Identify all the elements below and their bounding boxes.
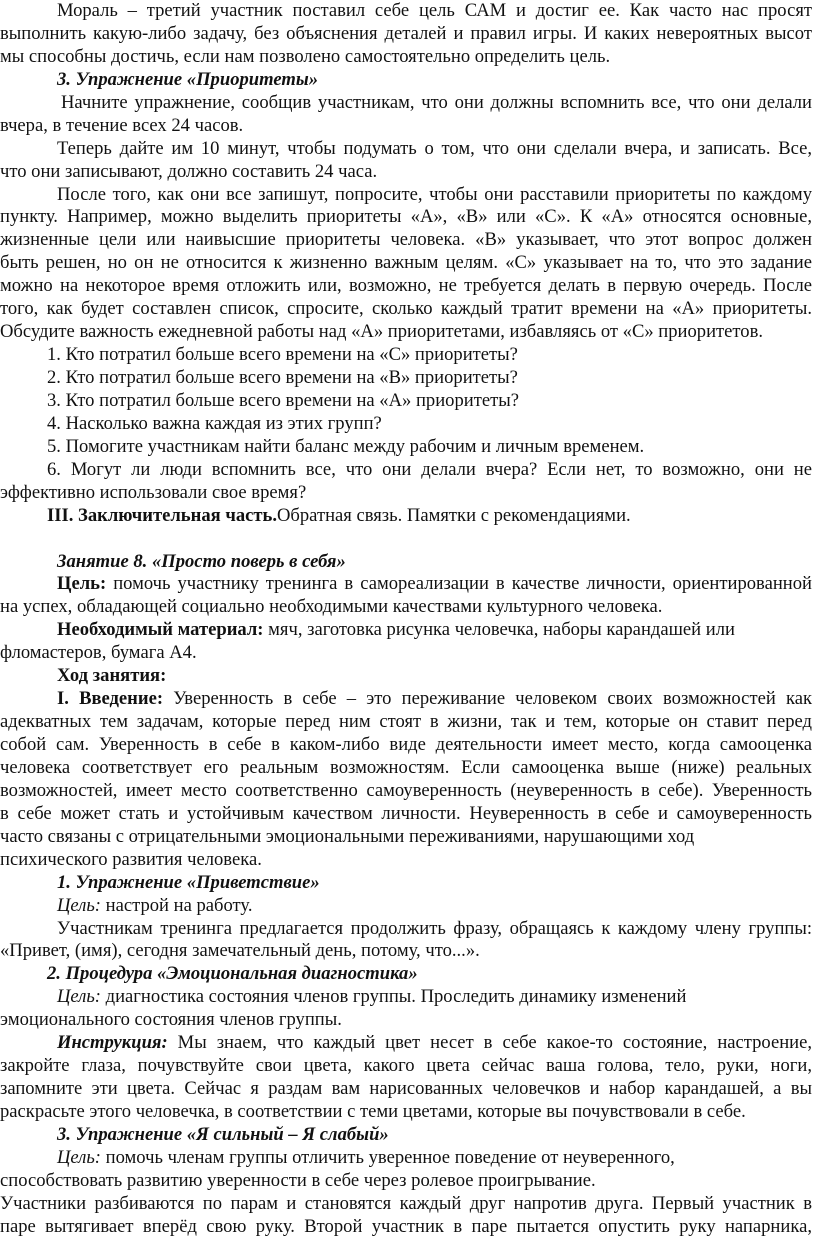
emphasized-text: Цель: [57, 986, 101, 1008]
emphasized-text: 3. Упражнение «Я сильный – Я слабый» [57, 1123, 389, 1145]
text-line [0, 0, 812, 23]
text-line [0, 161, 812, 184]
text-run: Мы знаем, что каждый цвет несет в себе какое-то состояние, настроение, [167, 1032, 812, 1054]
text-line [0, 711, 812, 734]
text-line [0, 1055, 812, 1078]
text-line [0, 344, 812, 367]
text-run: закройте глаза, почувствуйте свои цвета, какого цвета сейчас ваша голова, тело, руки, ноги, [0, 1055, 812, 1077]
emphasized-text: Необходимый материал: [57, 619, 264, 641]
text-line [0, 46, 812, 69]
text-run: Мораль – третий участник поставил себе цель САМ и достиг ее. Как часто нас просят [57, 0, 812, 21]
text-run: на успех, обладающей социально необходимыми качествами культурного человека. [0, 596, 663, 618]
text-run: жизненные цели или наивысшие приоритеты человека. «В» указывает, что этот вопрос должен [0, 229, 812, 251]
text-line [0, 1124, 812, 1147]
text-line [0, 1216, 812, 1239]
text-run: Начните упражнение, сообщив участникам, что они должны вспомнить все, что они делали [61, 91, 812, 113]
text-run: 6. Могут ли люди вспомнить все, что они делали вчера? Если нет, то возможно, они не [47, 458, 812, 480]
text-line [0, 206, 812, 229]
emphasized-text: 2. Процедура «Эмоциональная диагностика» [47, 963, 418, 985]
text-line [0, 757, 812, 780]
text-line [0, 940, 812, 963]
text-line [0, 1032, 812, 1055]
emphasized-text: 3. Упражнение «Приоритеты» [57, 68, 319, 90]
text-run: того, как будет составлен список, спросите, сколько каждый тратит времени на «А» приоритеты. [0, 298, 812, 320]
emphasized-text: III. Заключительная часть. [47, 504, 277, 526]
text-line [0, 505, 812, 528]
text-line [0, 69, 812, 92]
text-run: выполнить какую-либо задачу, без объяснения деталей и правил игры. И каких невероятных высот [0, 22, 812, 44]
text-run: Участники разбиваются по парам и становятся каждый друг напротив друга. Первый участник в [0, 1192, 812, 1214]
text-run: что они записывают, должно составить 24 часа. [0, 160, 378, 182]
text-line [0, 986, 812, 1009]
text-run: После того, как они все запишут, попросите, чтобы они расставили приоритеты по каждому [57, 183, 812, 205]
text-line [0, 252, 812, 275]
text-line [0, 665, 812, 688]
text-line [0, 780, 812, 803]
text-run: возможностей, имеет место соответственно самоуверенность (неуверенность в себе). Уверенность [0, 779, 812, 801]
text-line [0, 826, 812, 849]
text-line [0, 895, 812, 918]
text-run: Участникам тренинга предлагается продолжить фразу, обращаясь к каждому члену группы: [57, 917, 812, 939]
emphasized-text: Ход занятия: [57, 665, 167, 687]
text-run: часто связаны с отрицательными эмоциональными переживаниями, нарушающими ход [0, 825, 695, 847]
text-line [0, 528, 812, 551]
text-line [0, 573, 812, 596]
text-run: раскрасьте этого человечка, в соответствии с теми цветами, которые вы почувствовали в себе. [0, 1101, 746, 1122]
text-line [0, 321, 812, 344]
text-line [0, 688, 812, 711]
text-line [0, 1147, 812, 1170]
text-line [0, 918, 812, 941]
text-line [0, 184, 812, 207]
emphasized-text: Инструкция: [57, 1032, 168, 1054]
text-line [0, 1009, 812, 1032]
text-line [0, 849, 812, 872]
emphasized-text: Цель: [57, 573, 107, 595]
text-line [0, 596, 812, 619]
text-line [0, 92, 812, 115]
text-line [0, 872, 812, 895]
emphasized-text: Цель: [57, 894, 101, 916]
text-line [0, 551, 812, 574]
text-run: Уверенность в себе – это переживание человеком своих возможностей как [163, 688, 812, 710]
text-run: Обратная связь. Памятки с рекомендациями. [276, 504, 631, 526]
text-line [0, 367, 812, 390]
text-line [0, 390, 812, 413]
text-run: паре вытягивает вперёд свою руку. Второй участник в паре пытается опустить руку напарника, [0, 1215, 812, 1237]
text-line [0, 275, 812, 298]
text-run: запомните эти цвета. Сейчас я раздам вам нарисованных человечков и набор карандашей, а вы [0, 1078, 812, 1100]
text-run: эмоционального состояния членов группы. [0, 1009, 342, 1031]
text-run: помочь участнику тренинга в самореализации в качестве личности, ориентированной [106, 573, 812, 595]
text-run: диагностика состояния членов группы. Проследить динамику изменений [100, 986, 687, 1008]
text-run: вчера, в течение всех 24 часов. [0, 114, 244, 136]
text-run: 5. Помогите участникам найти баланс между рабочим и личным временем. [47, 435, 645, 457]
text-run: собой сам. Уверенность в себе в каком-либо виде деятельности имеет место, когда самооценка [0, 734, 812, 755]
text-line [0, 298, 812, 321]
text-line [0, 1101, 812, 1124]
text-run: быть решен, но он не относится к жизненно важным целям. «С» указывает на то, что это задание [0, 252, 812, 274]
text-line [0, 115, 812, 138]
text-line [0, 1078, 812, 1101]
emphasized-text: I. Введение: [57, 688, 164, 710]
text-run: Обсудите важность ежедневной работы над «А» приоритетами, избавляясь от «С» приоритетов. [0, 321, 764, 343]
text-line [0, 803, 812, 826]
text-line [0, 23, 812, 46]
text-line [0, 229, 812, 252]
text-run: Теперь дайте им 10 минут, чтобы подумать о том, что они сделали вчера, и записать. Все, [57, 137, 812, 159]
emphasized-text: 1. Упражнение «Приветствие» [57, 871, 320, 893]
emphasized-text: Занятие 8. «Просто поверь в себя» [57, 550, 346, 572]
emphasized-text: Цель: [57, 1146, 101, 1168]
text-line [0, 436, 812, 459]
text-run: можно на некоторое время отложить или, возможно, не требуется делать в первую очередь. После [0, 275, 812, 297]
text-run: в себе может стать и устойчивым качеством личности. Неуверенность в себе и самоуверенность [0, 802, 812, 824]
text-run: 4. Насколько важна каждая из этих групп? [47, 412, 382, 434]
text-run: настрой на работу. [100, 894, 253, 916]
text-run: мы способны достичь, если нам позволено самостоятельно определить цель. [0, 45, 611, 67]
text-line [0, 619, 812, 642]
text-line [0, 963, 812, 986]
text-run: мяч, заготовка рисунка человечка, наборы карандашей или [263, 619, 735, 641]
text-run: фломастеров, бумага А4. [0, 642, 197, 664]
text-run: адекватных тем задачам, которые перед ним стоят в жизни, так и тем, которые он ставит перед [0, 711, 812, 733]
text-run: 2. Кто потратил больше всего времени на «В» приоритеты? [47, 367, 518, 388]
text-line [0, 413, 812, 436]
text-run: человека соответствует его реальным возможностям. Если самооценка выше (ниже) реальных [0, 756, 812, 778]
text-run: психического развития человека. [0, 848, 262, 870]
text-line [0, 138, 812, 161]
text-line [0, 459, 812, 482]
text-line [0, 1170, 812, 1193]
text-run: помочь членам группы отличить уверенное поведение от неуверенного, [100, 1146, 675, 1168]
text-line [0, 734, 812, 757]
text-run: эффективно использовали свое время? [0, 481, 307, 503]
text-line [0, 1193, 812, 1216]
text-line [0, 482, 812, 505]
text-line [0, 642, 812, 665]
text-run: 3. Кто потратил больше всего времени на «А» приоритеты? [47, 389, 519, 411]
text-run: «Привет, (имя), сегодня замечательный день, потому, что...». [0, 940, 480, 962]
text-run: пункту. Например, можно выделить приоритеты «А», «В» или «С». К «А» относятся основные, [0, 206, 812, 228]
text-run: способствовать развитию уверенности в себе через ролевое проигрывание. [0, 1169, 596, 1191]
text-run: 1. Кто потратил больше всего времени на «С» приоритеты? [47, 344, 518, 366]
